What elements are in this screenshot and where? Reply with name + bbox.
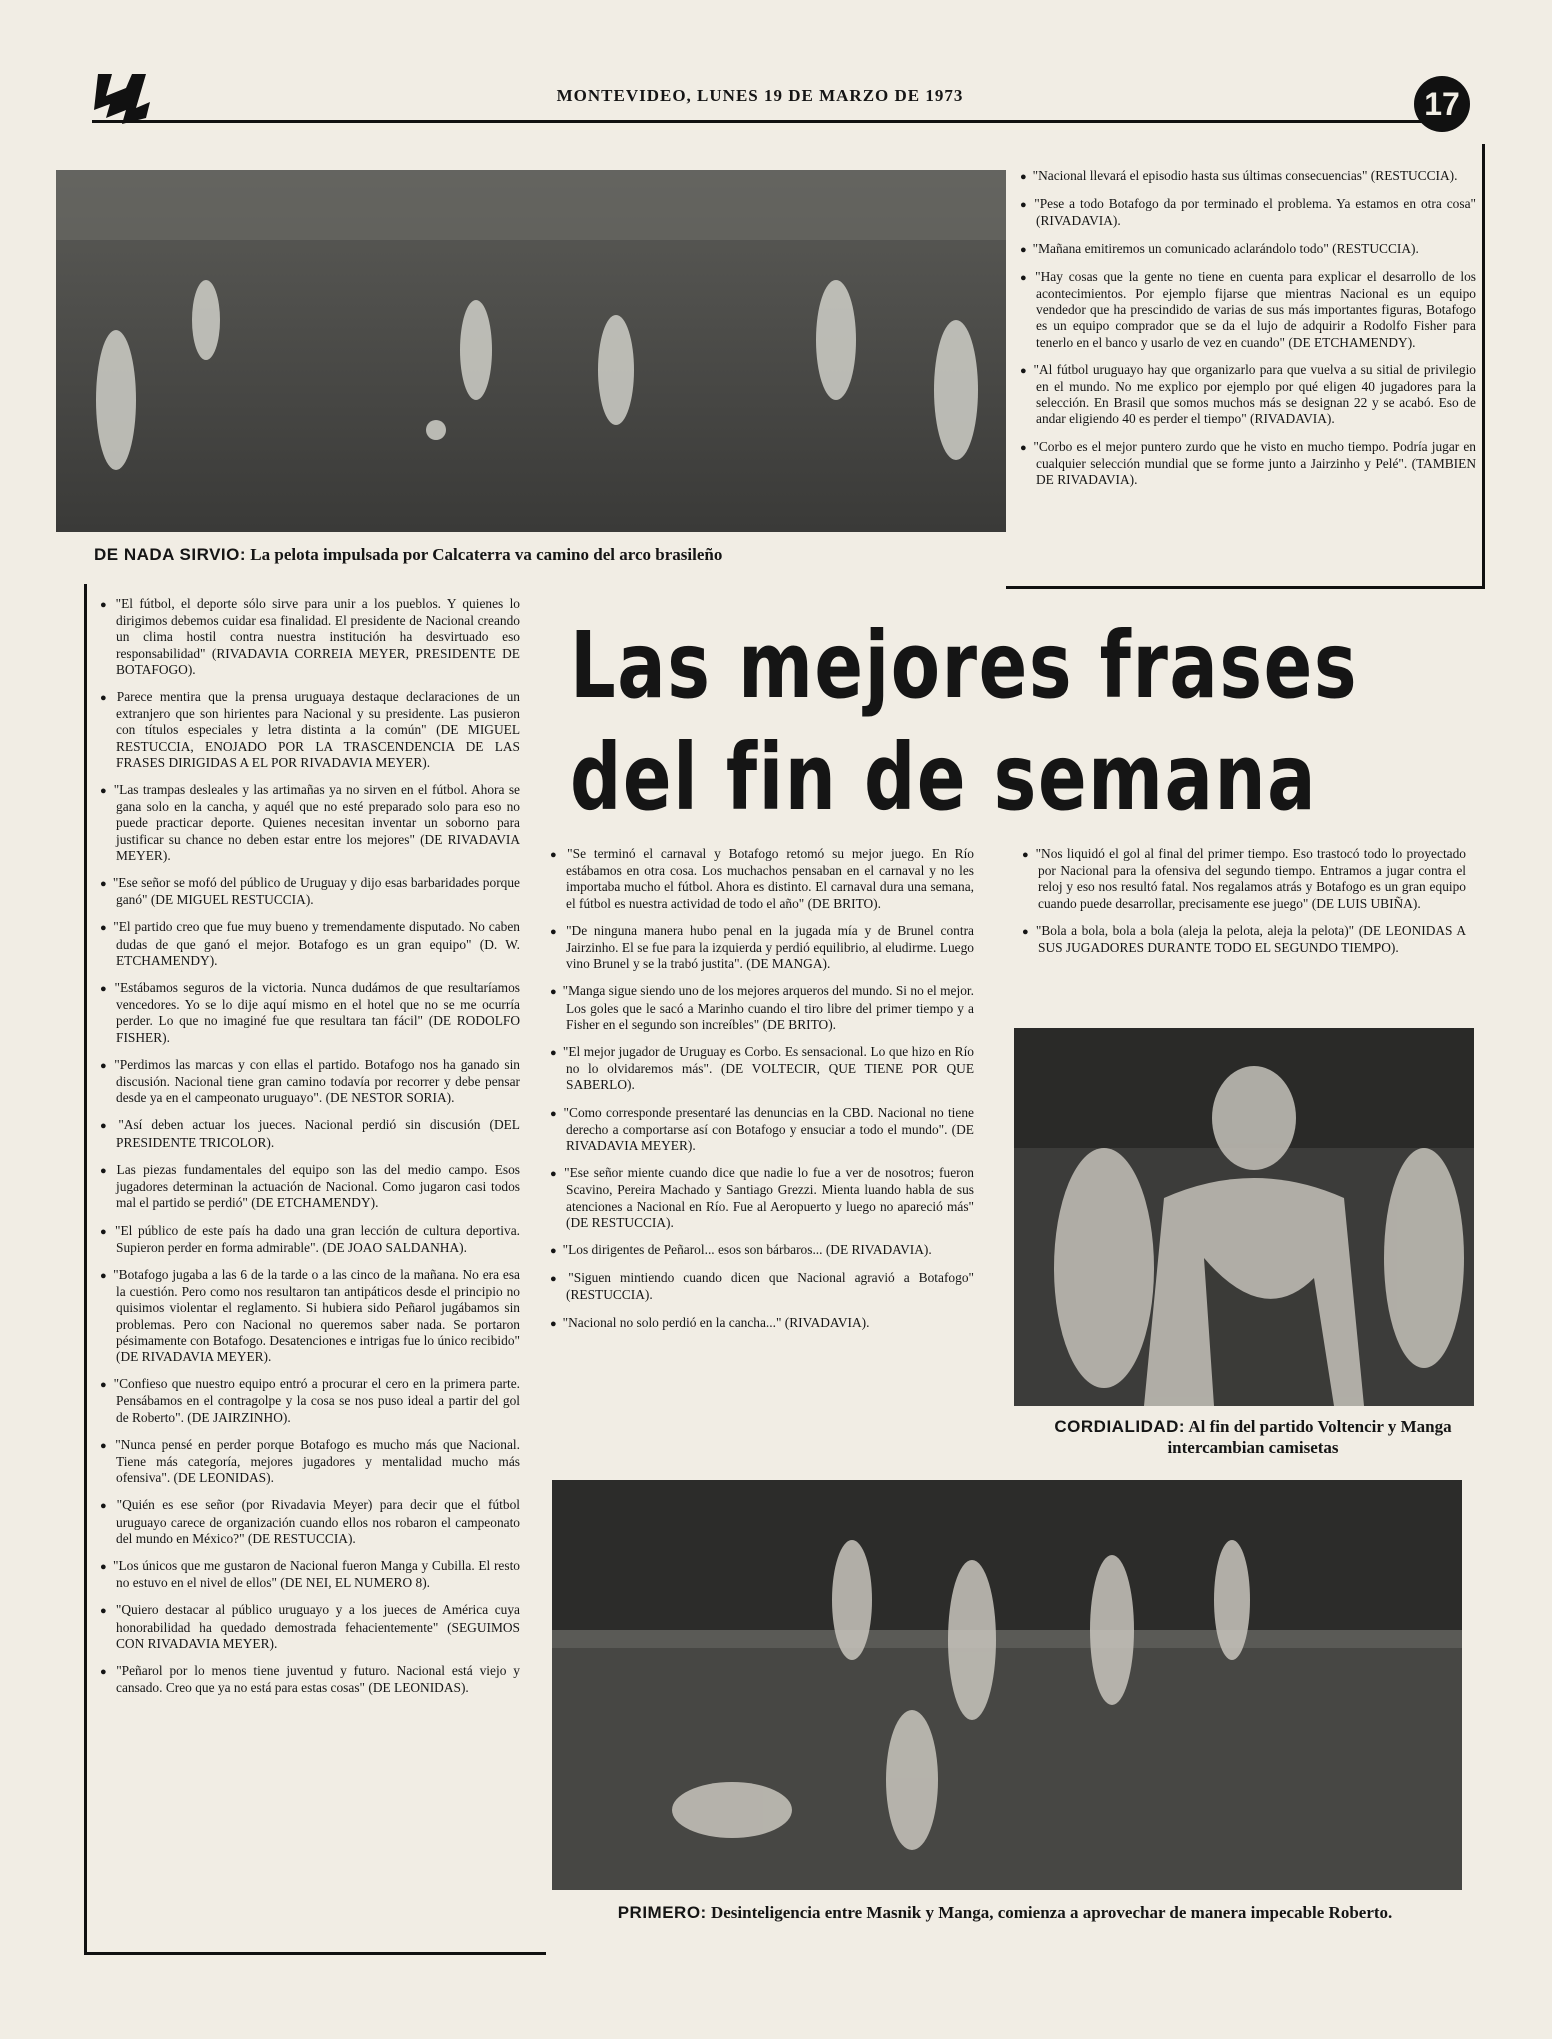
- page-number: 17: [1414, 76, 1470, 132]
- quote-left-11: ● "Botafogo jugaba a las 6 de la tarde o a las cinco de la mañana. No era esa la cuestión. Pero como nos resultaron tan antipáticos desde el principio no quisimos violentar el reglamento. Si hubiera sido Peñarol jugábamos sin problemas. Pero con Nacional no queremos saber nada. Se portaron pésimamente con Botafogo. Desatenciones e intrigas fue lo único recibido" (DE RIVADAVIA MEYER).: [100, 1267, 520, 1365]
- quote-top-right-1: ● "Nacional llevará el episodio hasta sus últimas consecuencias" (RESTUCCIA).: [1020, 168, 1476, 185]
- quote-left-16: ● "Quiero destacar al público uruguayo y a los jueces de América cuya honorabilidad ha quedado demostrada fehacientemente" (SEGUIMOS CON RIVADAVIA MEYER).: [100, 1602, 520, 1652]
- quote-left-14: ● "Quién es ese señor (por Rivadavia Meyer) para decir que el fútbol uruguayo carece de organización cuando ellos nos robaron el campeonato del mundo en México?" (DE RESTUCCIA).: [100, 1497, 520, 1547]
- quote-left-17: ● "Peñarol por lo menos tiene juventud y futuro. Nacional está viejo y cansado. Creo que ya no está para estas cosas" (DE LEONIDAS).: [100, 1663, 520, 1696]
- photo-top-match: [56, 170, 1006, 532]
- quotes-left-column: [100, 596, 520, 1707]
- headline-line-2: del fin de semana: [570, 724, 1318, 831]
- caption-top: [94, 544, 994, 565]
- quote-center-4: ● "El mejor jugador de Uruguay es Corbo. Es sensacional. Lo que hizo en Río no lo olvidaremos más". (DE VOLTECIR, QUE TIENE POR QUE SABERLO).: [550, 1044, 974, 1094]
- quote-top-right-5: ● "Al fútbol uruguayo hay que organizarlo para que vuelva a su sitial de privilegio en el mundo. No me explico por ejemplo por qué eligen 40 jugadores para la selección. En Brasil que somos muchos más se designan 22 y se acabó. Eso de andar eligiendo 40 es perder el tiempo" (RIVADAVIA).: [1020, 362, 1476, 428]
- caption-top-lead: DE NADA SIRVIO:: [94, 545, 247, 564]
- caption-cordialidad-lead: CORDIALIDAD:: [1054, 1417, 1186, 1436]
- quote-top-right-4: ● "Hay cosas que la gente no tiene en cuenta para explicar el desarrollo de los acontecimientos. Por ejemplo fijarse que mientras Nacional es un equipo vendedor que ha prescindido de varias de sus más importantes figuras, Botafogo es un equipo comprador que se da el lujo de adquirir a Rodolfo Fisher para tenerlo en el banco y usarlo de vez en cuando" (DE ETCHAMENDY).: [1020, 269, 1476, 351]
- left-column-bottom-rule: [84, 1952, 546, 1955]
- caption-cordialidad-text: Al fin del partido Voltencir y Manga intercambian camisetas: [1167, 1417, 1452, 1457]
- quote-left-13: ● "Nunca pensé en perder porque Botafogo es mucho más que Nacional. Tiene más categoría, mejores jugadores y mentalidad mucho más ofensiva". (DE LEONIDAS).: [100, 1437, 520, 1487]
- quotes-center-column: [550, 846, 974, 1343]
- dateline: MONTEVIDEO, LUNES 19 DE MARZO DE 1973: [556, 86, 964, 105]
- quote-top-right-3: ● "Mañana emitiremos un comunicado aclarándolo todo" (RESTUCCIA).: [1020, 241, 1476, 258]
- caption-bottom-text: Desinteligencia entre Masnik y Manga, comienza a aprovechar de manera impecable Roberto.: [710, 1903, 1393, 1922]
- quote-left-7: ● "Perdimos las marcas y con ellas el partido. Botafogo nos ha ganado sin discusión. Nacional tiene gran camino todavía por recorrer y debe pensar desde ya en el campeonato uruguayo". (DE NESTOR SORIA).: [100, 1057, 520, 1107]
- photo-cordialidad: [1014, 1028, 1474, 1406]
- quote-left-3: ● "Las trampas desleales y las artimañas ya no sirven en el fútbol. Ahora se gana solo en la cancha, y aquél que no esté preparado solo para eso no puede practicar deporte. Quienes necesitan inventar un soborno para justificar su chance no deben estar entre los mejores" (DE RIVADAVIA MEYER).: [100, 782, 520, 864]
- quote-top-right-6: ● "Corbo es el mejor puntero zurdo que he visto en mucho tiempo. Podría jugar en cualquier selección mundial que se forme junto a Jairzinho y Pelé". (TAMBIEN DE RIVADAVIA).: [1020, 439, 1476, 489]
- caption-cordialidad: [1028, 1416, 1478, 1458]
- quote-center-1: ● "Se terminó el carnaval y Botafogo retomó su mejor juego. En Río estábamos en otra cosa. Los muchachos pensaban en el carnaval y no les importaba mucho el fútbol. Ahora es distinto. El carnaval dura una semana, el fútbol es nuestra actividad de todo el año" (DE BRITO).: [550, 846, 974, 912]
- caption-bottom-lead: PRIMERO:: [617, 1903, 707, 1922]
- headline: [570, 610, 1359, 834]
- quote-center-2: ● "De ninguna manera hubo penal en la jugada mía y de Brunel contra Jairzinho. El se fue para la izquierda y perdió equilibrio, al eludirme. Luego vino Brunel y se la trabó justita". (DE MANGA).: [550, 923, 974, 973]
- quote-left-15: ● "Los únicos que me gustaron de Nacional fueron Manga y Cubilla. El resto no estuvo en el nivel de ellos" (DE NEI, EL NUMERO 8).: [100, 1558, 520, 1591]
- quote-top-right-2: ● "Pese a todo Botafogo da por terminado el problema. Ya estamos en otra cosa" (RIVADAVIA).: [1020, 196, 1476, 229]
- headline-line-1: Las mejores frases: [570, 612, 1359, 719]
- quote-left-9: ● Las piezas fundamentales del equipo son las del medio campo. Esos jugadores determinan la actuación de Nacional. Como jugaron casi todos mal el partido se perdió" (DE ETCHAMENDY).: [100, 1162, 520, 1212]
- quote-center-6: ● "Ese señor miente cuando dice que nadie lo fue a ver de nosotros; fueron Scavino, Pereira Machado y Santiago Grezzi. Mienta luando habla de sus atenciones a Nacional en Río. Fue al Aeropuerto y luego no apareció más" (DE RESTUCCIA).: [550, 1165, 974, 1231]
- quote-left-12: ● "Confieso que nuestro equipo entró a procurar el cero en la primera parte. Pensábamos en el contragolpe y la cosa se nos puso ideal a partir del gol de Roberto". (DE JAIRZINHO).: [100, 1376, 520, 1426]
- quote-center-3: ● "Manga sigue siendo uno de los mejores arqueros del mundo. Si no el mejor. Los goles que le sacó a Marinho cuando el tiro libre del primer tiempo y a Fisher en el segundo son increíbles" (DE BRITO).: [550, 983, 974, 1033]
- quotes-top-right: [1020, 168, 1476, 499]
- left-column-rule: [84, 584, 87, 1954]
- newspaper-logo-icon: [92, 70, 162, 126]
- caption-bottom: [560, 1902, 1450, 1923]
- quote-left-1: ● "El fútbol, el deporte sólo sirve para unir a los pueblos. Y quienes lo dirigimos debemos cuidar esa finalidad. El presidente de Nacional creando un clima hostil contra nuestra institución ha desvirtuado eso responsabilidad" (RIVADAVIA CORREIA MEYER, PRESIDENTE DE BOTAFOGO).: [100, 596, 520, 678]
- quote-center-8: ● "Siguen mintiendo cuando dicen que Nacional agravió a Botafogo" (RESTUCCIA).: [550, 1270, 974, 1303]
- quotes-right-column: [1022, 846, 1466, 967]
- quote-left-6: ● "Estábamos seguros de la victoria. Nunca dudámos de que resultaríamos vencedores. Yo se lo dije aquí mismo en el hotel que no se me ocurría perder. Lo que no imaginé fue que resultara tan fácil" (DE RODOLFO FISHER).: [100, 980, 520, 1046]
- quote-left-8: ● "Así deben actuar los jueces. Nacional perdió sin discusión (DEL PRESIDENTE TRICOLOR).: [100, 1117, 520, 1150]
- caption-top-text: La pelota impulsada por Calcaterra va camino del arco brasileño: [250, 545, 723, 564]
- quote-center-7: ● "Los dirigentes de Peñarol... esos son bárbaros... (DE RIVADAVIA).: [550, 1242, 974, 1259]
- quote-right-1: ● "Nos liquidó el gol al final del primer tiempo. Eso trastocó todo lo proyectado por Nacional para la ofensiva del segundo tiempo. Entramos a jugar contra el reloj y eso nos resultó fatal. Nos regalamos atrás y Botafogo es un gran equipo cuando puede desarrollar, precisamente ese juego" (DE LUIS UBIÑA).: [1022, 846, 1466, 912]
- quote-left-2: ● Parece mentira que la prensa uruguaya destaque declaraciones de un extranjero que son hirientes para Nacional y su presidente. Las pusieron con títulos especiales y letra distinta a la común" (DE MIGUEL RESTUCCIA, ENOJADO POR LA TRASCENDENCIA DE LAS FRASES DIRIGIDAS A EL POR RIVADAVIA MEYER).: [100, 689, 520, 771]
- quote-left-5: ● "El partido creo que fue muy bueno y tremendamente disputado. No caben dudas de que ganó el mejor. Botafogo es un gran equipo" (D. W. ETCHAMENDY).: [100, 919, 520, 969]
- photo-bottom-match: [552, 1480, 1462, 1890]
- quote-left-10: ● "El público de este país ha dado una gran lección de cultura deportiva. Supieron perder en forma admirable". (DE JOAO SALDANHA).: [100, 1223, 520, 1256]
- quote-left-4: ● "Ese señor se mofó del público de Uruguay y dijo esas barbaridades porque ganó" (DE MIGUEL RESTUCCIA).: [100, 875, 520, 908]
- quote-center-5: ● "Como corresponde presentaré las denuncias en la CBD. Nacional no tiene derecho a comportarse así con Botafogo y ensuciar a todo el mundo". (DE RIVADAVIA MEYER).: [550, 1105, 974, 1155]
- header-rule: [92, 120, 1432, 123]
- quote-right-2: ● "Bola a bola, bola a bola (aleja la pelota, aleja la pelota)" (DE LEONIDAS A SUS JUGADORES DURANTE TODO EL SEGUNDO TIEMPO).: [1022, 923, 1466, 956]
- quote-center-9: ● "Nacional no solo perdió en la cancha..." (RIVADAVIA).: [550, 1315, 974, 1332]
